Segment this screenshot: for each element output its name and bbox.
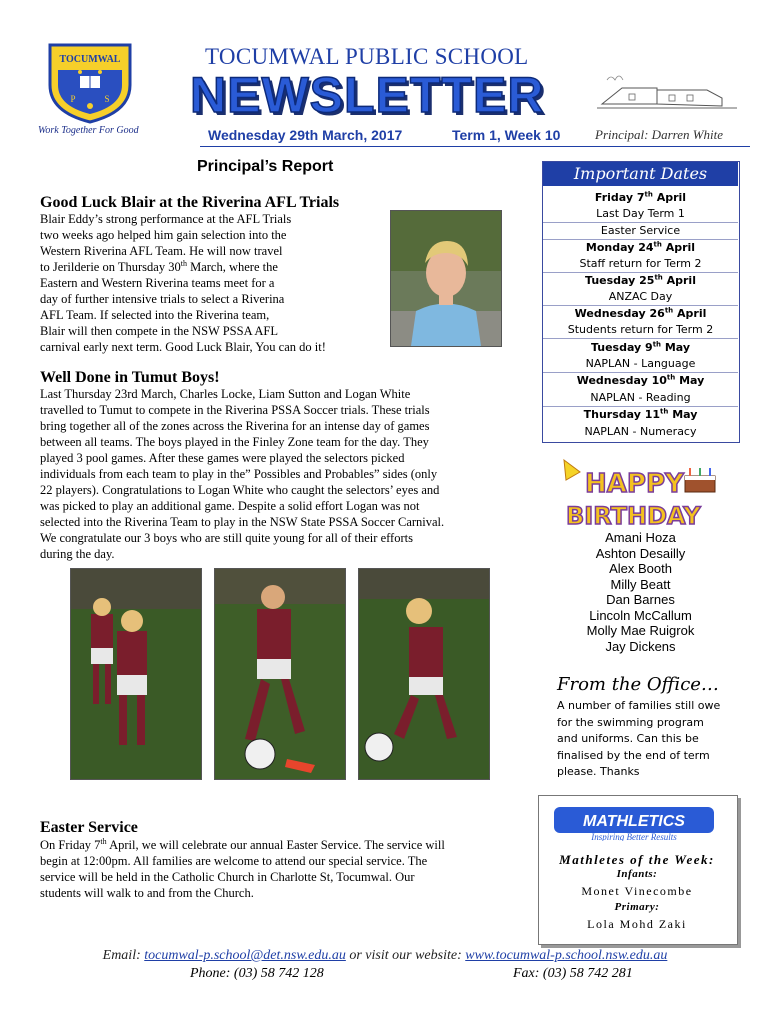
mathletes-title: Mathletes of the Week: <box>559 852 715 867</box>
birthday-name: Molly Mae Ruigrok <box>586 623 695 638</box>
text-line: AFL Team. If selected into the Riverina team, <box>40 308 270 322</box>
text-line: day of further intensive trials to select a Riverina <box>40 292 285 306</box>
article1-heading: Good Luck Blair at the Riverina AFL Trials <box>40 194 340 211</box>
birthday-name: Dan Barnes <box>606 592 675 607</box>
text-line: selected into the Riverina Team to play in the NSW State PSSA Soccer Carnival. <box>40 515 445 529</box>
newsletter-title: NEWSLETTER <box>190 67 545 123</box>
date-row: Wednesday 26th April <box>574 306 707 320</box>
date-row: Easter Service <box>600 224 681 237</box>
birthday-name: Amani Hoza <box>605 530 676 545</box>
date-row: Students return for Term 2 <box>567 323 714 336</box>
office-text <box>557 698 737 781</box>
office-title: From the Office… <box>557 674 719 695</box>
article3-heading: Easter Service <box>40 819 138 836</box>
text-line: bring together all of the zones across the Riverina for an intense day of games <box>40 419 430 433</box>
issue-date: Wednesday 29th March, 2017 <box>208 127 403 143</box>
text-line: Blair Eddy’s strong performance at the AFL Trials <box>40 212 292 226</box>
text-line: Eastern and Western Riverina teams meet for a <box>40 276 275 290</box>
text-line: to Jerilderie on Thursday 30th March, where the <box>40 258 278 274</box>
email-label: Email: <box>102 948 145 963</box>
text-line: A number of families still owe <box>557 699 721 712</box>
infants-name: Monet Vinecombe <box>581 884 693 898</box>
text-line: Western Riverina AFL Team. He will now travel <box>40 244 283 258</box>
date-row: Tuesday 25th April <box>585 273 696 287</box>
mathletics-logo <box>552 803 722 841</box>
date-row: NAPLAN - Reading <box>590 391 691 404</box>
divider <box>543 338 738 339</box>
text-line: two weeks ago helped him gain selection into the <box>40 228 287 242</box>
principal-report-title: Principal’s Report <box>197 158 334 175</box>
school-building-sketch <box>597 66 737 116</box>
text-line: between all teams. The boys played in the Finley Zone team for the day. They <box>40 435 429 449</box>
soccer-photo-2 <box>214 568 346 780</box>
date-row: Monday 24th April <box>585 240 696 254</box>
date-row: Thursday 11th May <box>583 407 698 421</box>
text-line: for the swimming program <box>557 715 704 729</box>
text-line: students will walk to and from the Church. <box>40 886 254 900</box>
date-row: Staff return for Term 2 <box>579 257 702 270</box>
email-link[interactable]: tocumwal-p.school@det.nsw.edu.au <box>144 948 346 963</box>
article1-body <box>40 211 385 355</box>
text-line: finalised by the end of term <box>557 748 710 762</box>
text-line: during the day. <box>40 547 115 561</box>
important-dates-title: Important Dates <box>543 162 738 186</box>
header-rule <box>200 146 750 147</box>
birthday-name: Milly Beatt <box>610 576 671 592</box>
school-name: TOCUMWAL PUBLIC SCHOOL <box>205 44 529 69</box>
date-row: Last Day Term 1 <box>596 207 685 220</box>
crest-text: TOCUMWAL <box>59 54 121 65</box>
date-row: Wednesday 10th May <box>576 373 705 387</box>
date-row: Friday 7th April <box>594 190 687 204</box>
principal-name: Principal: Darren White <box>595 127 724 142</box>
website-link[interactable]: www.tocumwal-p.school.nsw.edu.au <box>465 948 668 963</box>
text-line: travelled to Tumut to compete in the Riverina PSSA Soccer trials. These trials <box>40 403 430 417</box>
text-line: and uniforms. Can this be <box>557 732 699 745</box>
date-row: Tuesday 9th May <box>590 340 691 354</box>
birthday-name: Lincoln McCallum <box>589 607 692 623</box>
text-line: please. Thanks <box>557 765 640 778</box>
mathletics-tagline: Inspiring Better Results <box>591 832 677 841</box>
birthday-text: BIRTHDAY <box>566 502 701 530</box>
crest-letter-p: P <box>70 94 76 104</box>
text-line: individuals from each team to play in the” Possibles and Probables” sides (only <box>40 467 438 481</box>
fax-number: Fax: (03) 58 742 281 <box>513 966 633 981</box>
primary-label: Primary: <box>614 901 660 913</box>
website-label: or visit our website: <box>345 948 466 963</box>
date-row: NAPLAN - Numeracy <box>584 425 697 438</box>
text-line: was picked to play an additional game. Despite a solid effort Logan was not <box>40 499 420 513</box>
date-row: NAPLAN - Language <box>585 357 696 370</box>
birthday-name: Jay Dickens <box>605 638 676 654</box>
text-line: played 3 pool games. After these games were played the selectors picked <box>40 451 405 465</box>
birthday-name: Alex Booth <box>609 561 672 576</box>
crest-letter-s: S <box>104 94 110 104</box>
school-motto: Work Together For Good <box>38 125 139 136</box>
soccer-photo-3 <box>358 568 490 780</box>
blair-photo <box>390 210 502 347</box>
school-crest <box>40 40 140 125</box>
happy-text: HAPPY <box>585 469 684 499</box>
birthday-name: Ashton Desailly <box>595 545 686 561</box>
article2-heading: Well Done in Tumut Boys! <box>40 369 220 386</box>
date-row: ANZAC Day <box>608 290 673 303</box>
text-line: carnival early next term. Good Luck Blair, You can do it! <box>40 340 326 354</box>
primary-name: Lola Mohd Zaki <box>587 917 687 931</box>
happy-birthday-graphic <box>560 458 730 530</box>
article3-body <box>40 837 510 901</box>
infants-label: Infants: <box>616 868 658 880</box>
article2-body <box>40 386 510 562</box>
text-line: Last Thursday 23rd March, Charles Locke, Liam Sutton and Logan White <box>40 387 411 401</box>
text-line: Blair will then compete in the NSW PSSA AFL <box>40 324 278 338</box>
soccer-photo-1 <box>70 568 202 780</box>
mathletics-logo-text: MATHLETICS <box>583 813 685 830</box>
text-line: On Friday 7th April, we will celebrate our annual Easter Service. The service will <box>40 836 445 852</box>
text-line: We congratulate our 3 boys who are still quite young for all of their efforts <box>40 531 413 545</box>
text-line: service will be held in the Catholic Church in Charlotte St, Tocumwal. Our <box>40 870 415 884</box>
footer-contact <box>0 948 770 964</box>
text-line: 22 players). Congratulations to Logan White who caught the selectors’ eyes and <box>40 483 440 497</box>
term-week: Term 1, Week 10 <box>452 127 561 143</box>
phone-number: Phone: (03) 58 742 128 <box>190 966 324 981</box>
text-line: begin at 12:00pm. All families are welcome to attend our special service. The <box>40 854 428 868</box>
